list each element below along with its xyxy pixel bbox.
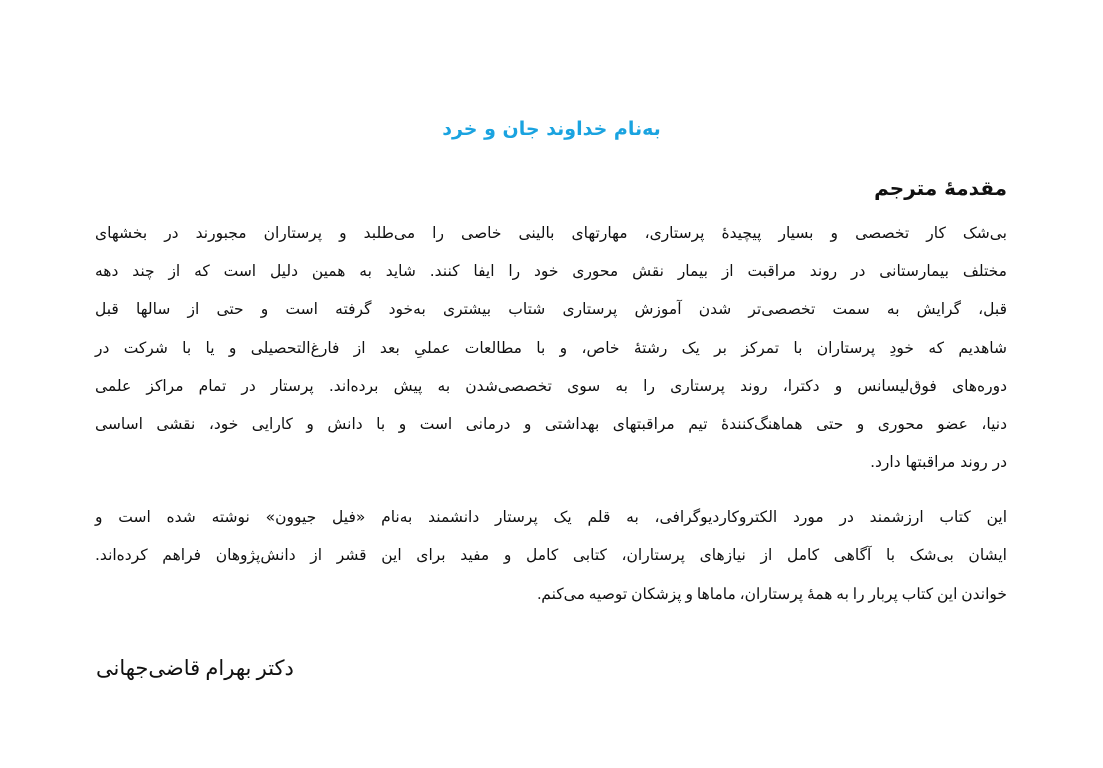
section-heading: مقدمهٔ مترجم (874, 176, 1007, 200)
text-line: ایشان بی‌شک با آگاهی کامل از نیازهای پرستاران، کتابی کامل و مفید برای این قشر از دانش‌پژوهان فراهم کرده‌اند. (95, 546, 1007, 565)
text-line: دوره‌های فوق‌لیسانس و دکترا، روند پرستاری را به سوی تخصصی‌شدن به پیش برده‌اند. پرستار در تمام مراکز علمی (95, 376, 1007, 395)
paragraph-2 (95, 498, 1007, 574)
translator-signature: دکتر بهرام قاضی‌جهانی (96, 656, 294, 680)
text-line: در روند مراقبتها دارد. (870, 453, 1007, 472)
paragraph-3: خواندن این کتاب پربار را به همهٔ پرستاران، ماماها و پزشکان توصیه می‌کنم. (537, 586, 1007, 603)
text-line: بی‌شک کار تخصصی و بسیار پیچیدهٔ پرستاری، مهارتهای بالینی خاصی را می‌طلبد و پرستاران مجبورند در بخشهای (95, 224, 1007, 242)
text-line: این کتاب ارزشمند در مورد الکتروکاردیوگرافی، به قلم یک پرستار دانشمند به‌نام «فیل جیوون» نوشته شده است و (95, 508, 1007, 526)
text-line: قبل، گرایش به سمت تخصصی‌تر شدن آموزش پرستاری شتاب بیشتری به‌خود گرفته است و حتی از سالها قبل (95, 300, 1007, 319)
text-line: شاهدیم که خودِ پرستاران با تمرکز بر یک رشتهٔ خاص، و با مطالعات عملیِ بعد از فارغ‌التحصیلی و یا با شرکت در (95, 338, 1007, 357)
paragraph-1 (95, 214, 1007, 481)
document-title: به‌نام خداوند جان و خرد (442, 118, 661, 140)
text-line: دنیا، عضو محوری و حتی هماهنگ‌کنندهٔ تیم مراقبتهای بهداشتی و درمانی است و با دانش و کارایی خود، نقشی اساسی (95, 415, 1007, 434)
text-line: مختلف بیمارستانی در روند مراقبت از بیمار نقش محوری خود را ایفا کنند. شاید به همین دلیل است که از چند دهه (95, 262, 1007, 281)
